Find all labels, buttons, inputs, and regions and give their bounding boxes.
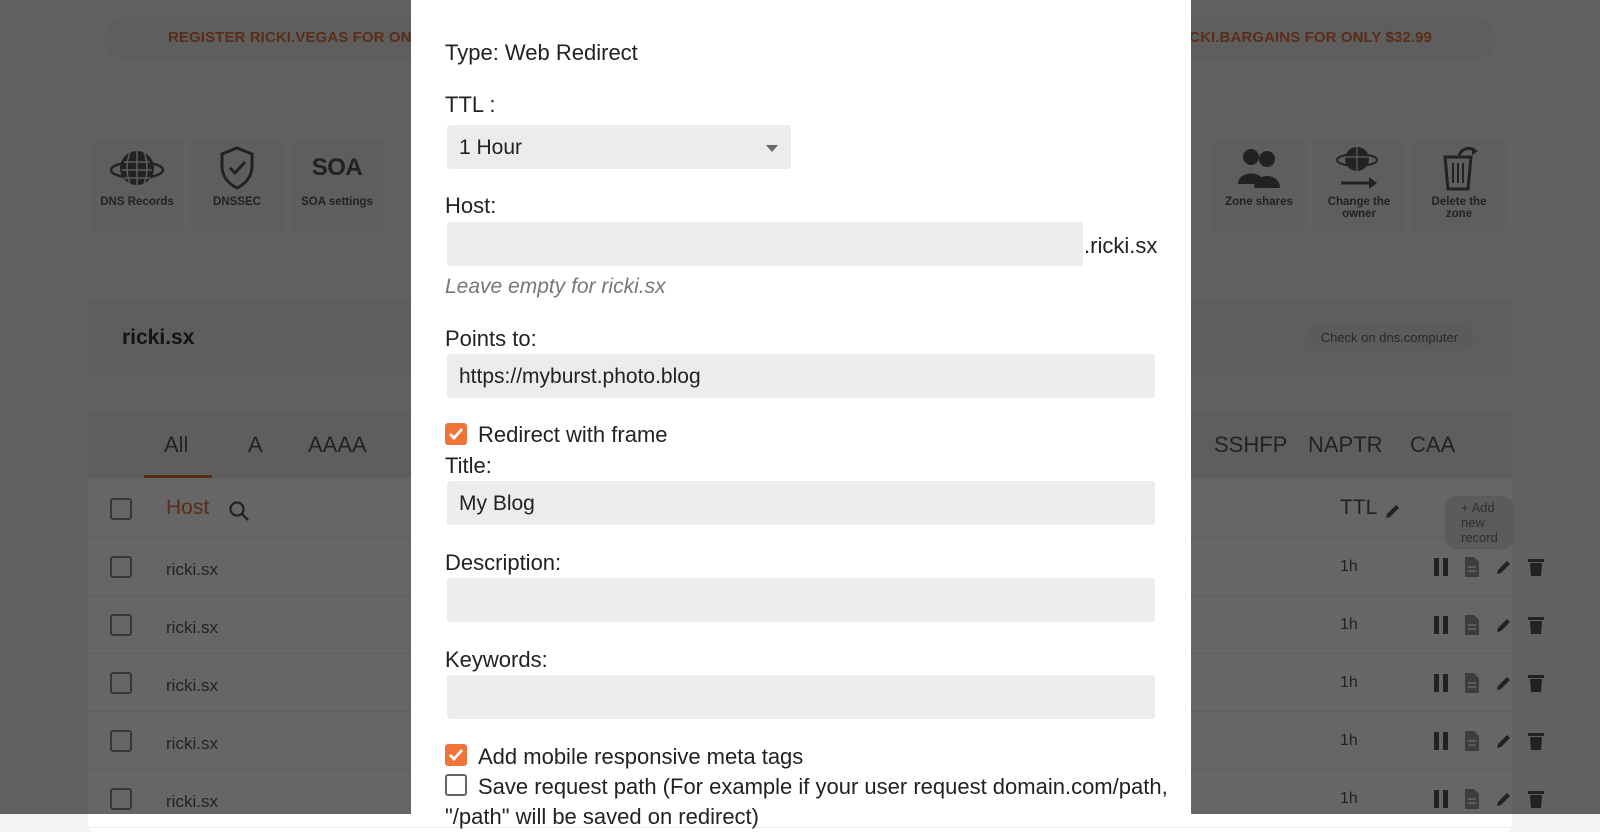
mobile-meta-checkbox[interactable] [445,744,467,766]
ttl-select[interactable] [447,125,791,169]
host-input[interactable] [447,222,1083,266]
ttl-select-value: 1 Hour [459,136,523,159]
description-label: Description: [445,550,562,575]
chevron-down-icon [766,145,778,152]
checkmark-icon [448,427,464,441]
description-input[interactable] [447,578,1155,622]
host-hint: Leave empty for ricki.sx [445,275,666,298]
ttl-label: TTL : [445,92,496,117]
title-label: Title: [445,453,492,478]
save-path-checkbox[interactable] [445,774,467,796]
keywords-label: Keywords: [445,647,548,672]
record-type-label: Type: Web Redirect [445,40,638,65]
redirect-frame-checkbox[interactable] [445,423,467,445]
save-path-label-continued: "/path" will be saved on redirect) [445,804,759,829]
edit-record-modal [411,0,1191,829]
checkmark-icon [448,748,464,762]
keywords-input[interactable] [447,675,1155,719]
points-to-label: Points to: [445,326,537,351]
save-path-label[interactable]: Save request path (For example if your user request domain.com/path, [478,774,1168,799]
redirect-frame-label[interactable]: Redirect with frame [478,422,668,447]
title-input[interactable]: My Blog [447,481,1155,525]
points-to-input[interactable]: https://myburst.photo.blog [447,354,1155,398]
host-suffix: .ricki.sx [1084,233,1158,258]
mobile-meta-label[interactable]: Add mobile responsive meta tags [478,744,804,769]
host-label: Host: [445,193,497,218]
